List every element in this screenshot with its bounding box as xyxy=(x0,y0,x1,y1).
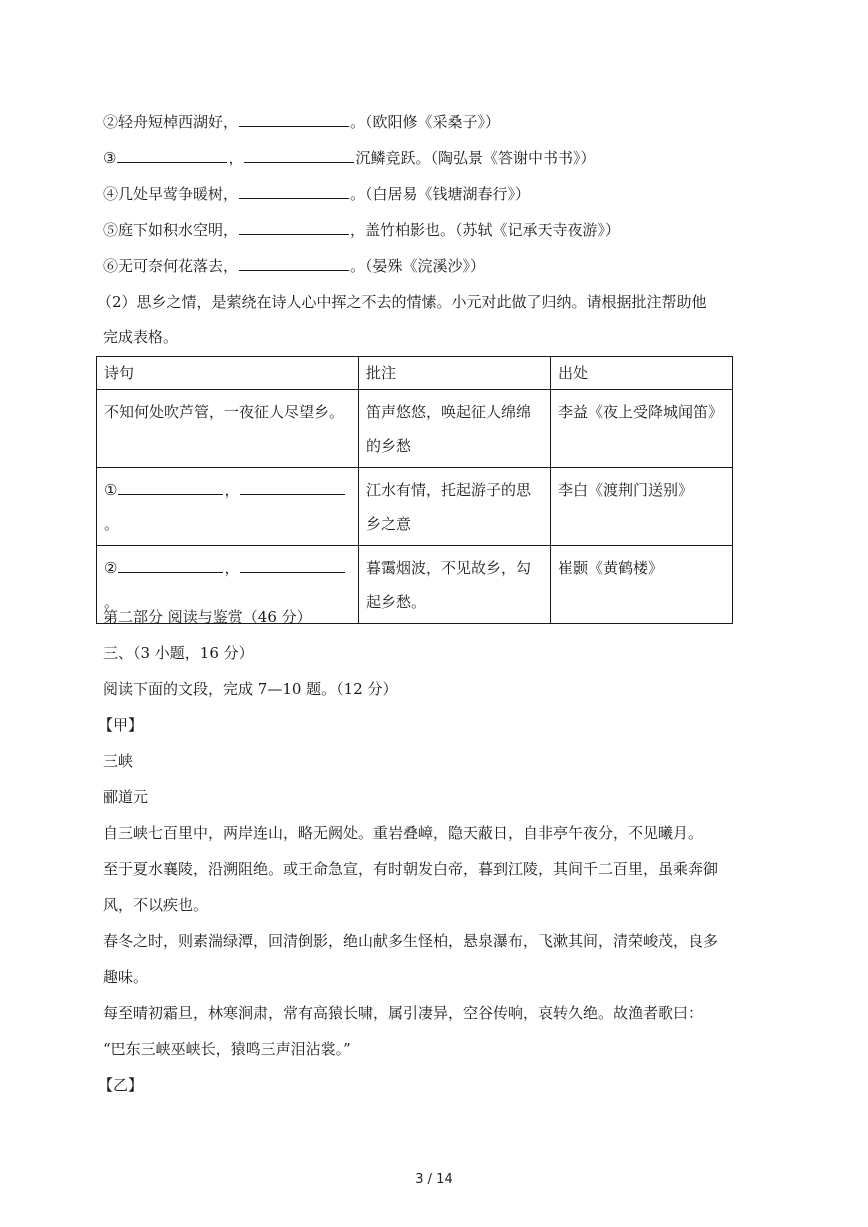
passage-line: 春冬之时，则素湍绿潭，回清倒影，绝山献多生怪柏，悬泉瀑布，飞漱其间，清荣峻茂，良多 xyxy=(103,932,719,950)
answer-blank[interactable] xyxy=(239,183,349,199)
fill-item-text: ⑤庭下如积水空明， xyxy=(103,221,239,239)
passage-line: 风，不以疾也。 xyxy=(103,896,209,914)
fill-item-text: ，盖竹柏影也。（苏轼《记承天寺夜游》） xyxy=(350,221,621,239)
verse-punct: ， xyxy=(224,559,240,577)
answer-blank[interactable] xyxy=(118,557,223,573)
passage-mark-b: 【乙】 xyxy=(98,1076,144,1094)
fill-item-text: ②轻舟短棹西湖好， xyxy=(103,113,239,131)
fill-item-3 xyxy=(103,147,595,169)
table-header-cell: 批注 xyxy=(359,357,551,390)
passage-line: 趣味。 xyxy=(103,968,149,986)
table-header-cell: 诗句 xyxy=(97,357,359,390)
fill-item-5 xyxy=(103,219,620,241)
verse-punct: ， xyxy=(224,481,240,499)
reading-instruction: 阅读下面的文段，完成 7—10 题。（12 分） xyxy=(103,680,398,698)
table-row xyxy=(97,468,733,546)
fill-item-text: ⑥无可奈何花落去， xyxy=(103,257,239,275)
fill-item-text: ③ xyxy=(103,149,117,167)
question-2-line-2: 完成表格。 xyxy=(103,328,179,346)
fill-item-2 xyxy=(103,111,500,133)
fill-item-text: 沉鳞竞跃。（陶弘景《答谢中书书》） xyxy=(355,149,596,167)
verse-punct: 。 xyxy=(104,593,120,611)
fill-item-text: ④几处早莺争暖树， xyxy=(103,185,239,203)
source-cell: 李益《夜上受降城闻笛》 xyxy=(551,390,733,468)
passage-mark-a: 【甲】 xyxy=(98,716,144,734)
passage-line: 自三峡七百里中，两岸连山，略无阙处。重岩叠嶂，隐天蔽日，自非亭午夜分，不见曦月。 xyxy=(103,824,704,842)
table-header-row xyxy=(97,357,733,390)
fill-item-text: 。（欧阳修《采桑子》） xyxy=(350,113,501,131)
passage-line: “巴东三峡巫峡长，猿鸣三声泪沾裳。” xyxy=(103,1040,351,1058)
answer-blank[interactable] xyxy=(240,557,345,573)
answer-blank[interactable] xyxy=(240,479,345,495)
table-header-cell: 出处 xyxy=(551,357,733,390)
fill-item-text: 。（白居易《钱塘湖春行》） xyxy=(350,185,531,203)
answer-blank[interactable] xyxy=(239,255,349,271)
note-cell: 江水有情，托起游子的思乡之意 xyxy=(359,468,551,546)
verse-punct: 。 xyxy=(104,515,120,533)
fill-item-text: 。（晏殊《浣溪沙》） xyxy=(350,257,486,275)
poem-table xyxy=(96,356,733,624)
passage-title: 三峡 xyxy=(103,752,134,770)
verse-number: ② xyxy=(104,559,118,577)
note-cell: 暮霭烟波，不见故乡，勾起乡愁。 xyxy=(359,546,551,624)
question-2-line-1: （2）思乡之情，是萦绕在诗人心中挥之不去的情愫。小元对此做了归纳。请根据批注帮助他 xyxy=(97,293,707,311)
answer-blank[interactable] xyxy=(239,111,349,127)
section-heading: 第二部分 阅读与鉴赏（46 分） xyxy=(103,608,312,626)
verse-number: ① xyxy=(104,481,118,499)
answer-blank[interactable] xyxy=(117,147,227,163)
answer-blank[interactable] xyxy=(118,479,223,495)
page-number: 3 / 14 xyxy=(415,1172,453,1187)
fill-item-text: ， xyxy=(228,149,244,167)
source-cell: 崔颢《黄鹤楼》 xyxy=(551,546,733,624)
verse-text: 不知何处吹芦管，一夜征人尽望乡。 xyxy=(104,403,345,421)
part-heading: 三、（3 小题，16 分） xyxy=(103,644,254,662)
answer-blank[interactable] xyxy=(239,219,349,235)
answer-blank[interactable] xyxy=(244,147,354,163)
passage-line: 至于夏水襄陵，沿溯阻绝。或王命急宣，有时朝发白帝，暮到江陵，其间千二百里，虽乘奔御 xyxy=(103,860,719,878)
source-cell: 李白《渡荆门送别》 xyxy=(551,468,733,546)
table-row xyxy=(97,390,733,468)
note-cell: 笛声悠悠，唤起征人绵绵的乡愁 xyxy=(359,390,551,468)
fill-item-4 xyxy=(103,183,530,205)
passage-line: 每至晴初霜旦，林寒涧肃，常有高猿长啸，属引凄异，空谷传响，哀转久绝。故渔者歌曰： xyxy=(103,1004,704,1022)
passage-author: 郦道元 xyxy=(103,788,149,806)
verse-cell xyxy=(97,390,359,468)
fill-item-6 xyxy=(103,255,485,277)
verse-cell xyxy=(97,468,359,546)
